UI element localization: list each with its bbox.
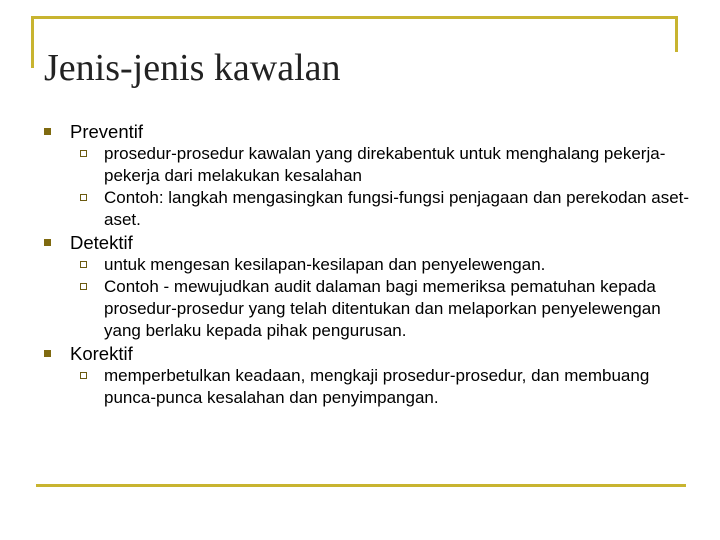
sub-bullet-text: memperbetulkan keadaan, mengkaji prosedur-prosedur, dan membuang punca-punca kesalahan dan penyimpangan.	[104, 366, 650, 407]
hollow-square-bullet-icon	[80, 150, 87, 157]
bullet-korektif	[40, 342, 690, 365]
slide-title: Jenis-jenis kawalan	[44, 47, 341, 89]
hollow-square-bullet-icon	[80, 194, 87, 201]
bullet-detektif	[40, 231, 690, 254]
sub-bullet-text: untuk mengesan kesilapan-kesilapan dan penyelewengan.	[104, 255, 546, 274]
sub-bullet	[40, 365, 690, 409]
sub-bullet-text: Contoh: langkah mengasingkan fungsi-fungsi penjagaan dan perekodan aset-aset.	[104, 188, 690, 229]
square-bullet-icon	[44, 128, 51, 135]
bullet-label: Preventif	[70, 121, 144, 142]
hollow-square-bullet-icon	[80, 283, 87, 290]
bullet-preventif	[40, 120, 690, 143]
frame-left-line	[31, 16, 34, 68]
sub-bullet-text: prosedur-prosedur kawalan yang direkabentuk untuk menghalang pekerja-pekerja dari melakukan kesalahan	[104, 144, 666, 185]
slide-content	[40, 120, 690, 409]
frame-bottom-line	[36, 484, 686, 487]
sub-bullet-text: Contoh - mewujudkan audit dalaman bagi memeriksa pematuhan kepada prosedur-prosedur yang telah ditentukan dan melaporkan penyelewengan yang berlaku kepada pihak pengurusan.	[104, 277, 661, 340]
square-bullet-icon	[44, 350, 51, 357]
frame-top-line	[31, 16, 678, 19]
sub-bullet	[40, 254, 690, 276]
sub-bullet	[40, 143, 690, 187]
sub-bullet	[40, 187, 690, 231]
hollow-square-bullet-icon	[80, 261, 87, 268]
hollow-square-bullet-icon	[80, 372, 87, 379]
square-bullet-icon	[44, 239, 51, 246]
frame-right-line	[675, 16, 678, 52]
bullet-label: Korektif	[70, 343, 133, 364]
bullet-label: Detektif	[70, 232, 133, 253]
sub-bullet	[40, 276, 690, 342]
